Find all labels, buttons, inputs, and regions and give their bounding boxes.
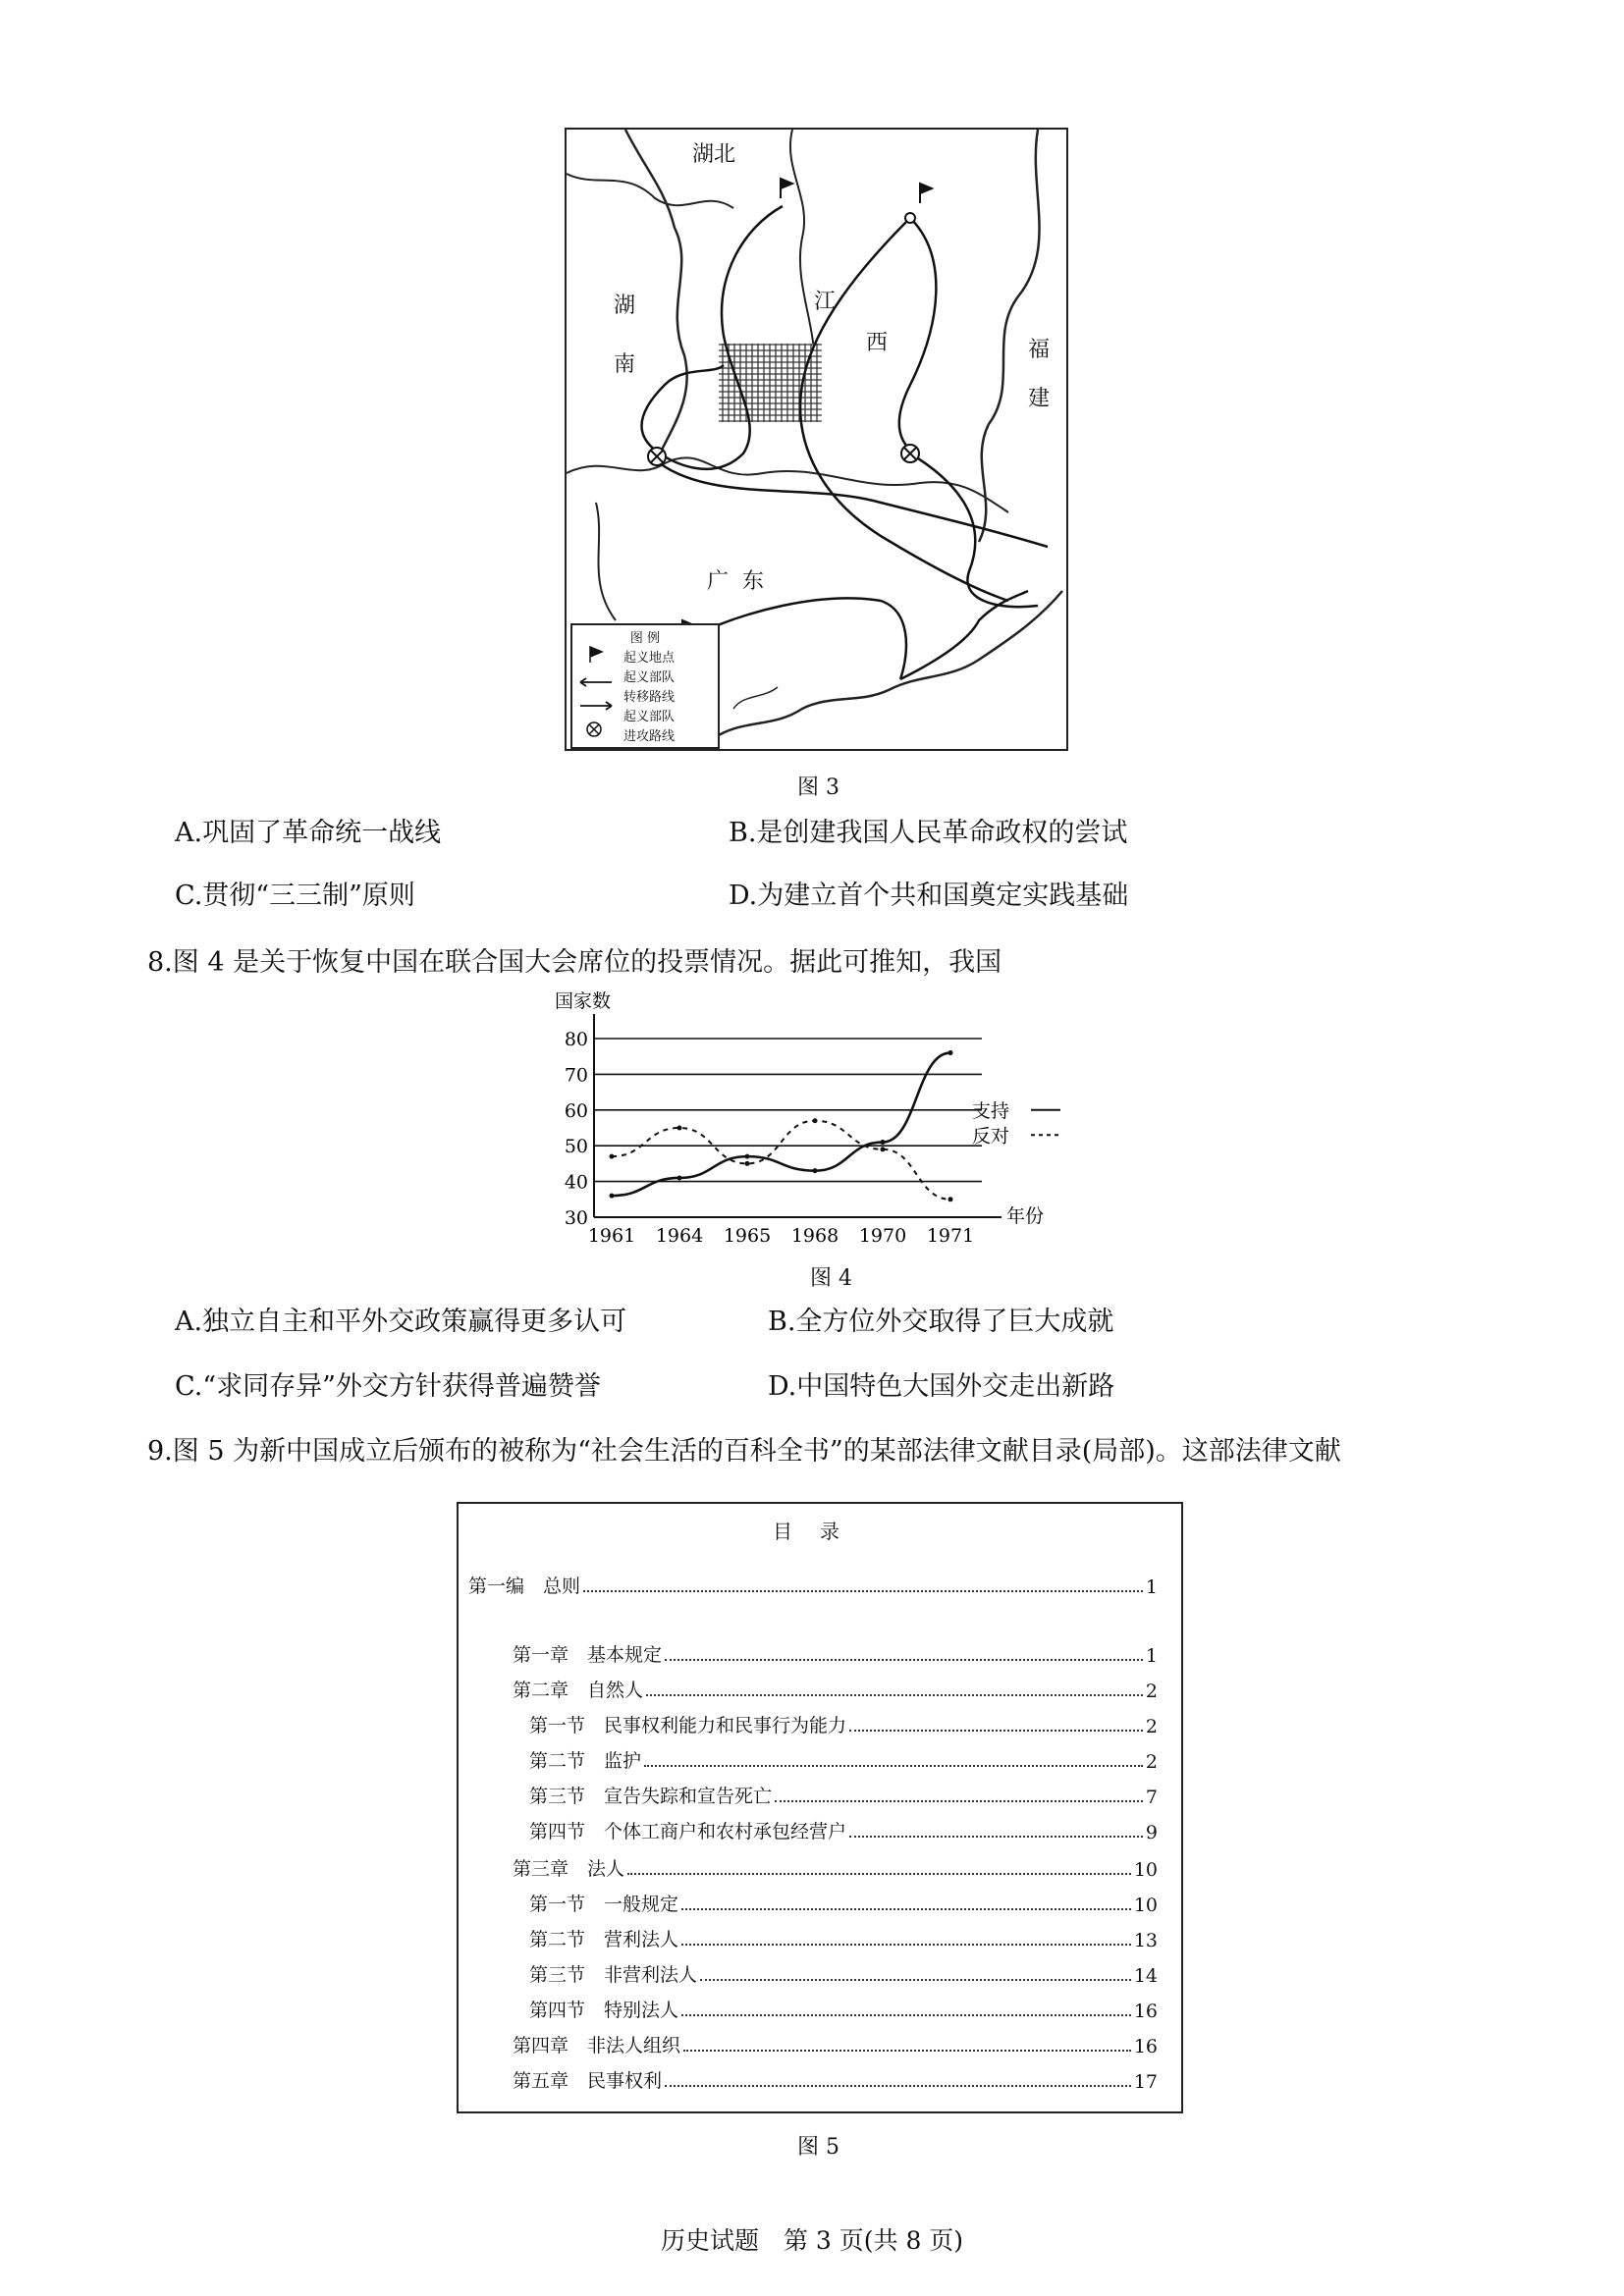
q8-option-d: D.中国特色大国外交走出新路 [768,1371,1115,1402]
legend-label: 支持 [972,1099,1010,1122]
toc-entry-page: 2 [1145,1751,1158,1773]
q9-stem: 9.图 5 为新中国成立后颁布的被称为“社会生活的百科全书”的某部法律文献目录(局部)。这部法律文献 [147,1436,1341,1467]
data-point [813,1118,818,1123]
toc-entry [513,1641,1158,1667]
toc-entry-page: 10 [1133,1859,1158,1881]
y-tick-label: 60 [564,1099,588,1122]
toc-entry-label: 第一节 民事权利能力和民事行为能力 [529,1715,847,1736]
toc-title: 目录 [773,1520,867,1543]
toc-entry-label: 第三节 非营利法人 [529,1964,698,1986]
toc-entry-page: 16 [1133,2001,1158,2022]
toc-leader-dots [627,1873,1131,1875]
toc-entry [529,1783,1158,1808]
figure3-caption: 图 3 [797,775,839,800]
label-hubei: 湖北 [692,142,736,167]
figure3-map [565,128,1068,751]
y-tick-label: 70 [564,1064,588,1087]
data-point [948,1197,953,1201]
toc-entry [529,1961,1158,1987]
label-hunan: 湖 南 [614,294,636,377]
x-tick-label: 1968 [790,1225,839,1247]
legend-item: 起义地点 [623,651,676,666]
legend-item: 起义部队 [623,710,676,724]
toc-entry-label: 第四节 个体工商户和农村承包经营户 [529,1821,847,1842]
figure4-chart [550,991,1100,1256]
y-axis-label: 国家数 [555,991,612,1012]
legend-item: 进攻路线 [623,729,676,744]
toc-entry-page: 2 [1145,1716,1158,1737]
toc-leader-dots [665,2085,1131,2087]
toc-leader-dots [646,1694,1143,1696]
toc-leader-dots [583,1590,1143,1592]
toc-entry-label: 第三节 宣告失踪和宣告死亡 [529,1786,773,1807]
toc-entry [529,1997,1158,2022]
toc-leader-dots [681,2014,1131,2016]
x-tick-label: 1964 [655,1225,704,1247]
data-point [881,1147,886,1151]
data-point [881,1140,886,1145]
q8-stem: 8.图 4 是关于恢复中国在联合国大会席位的投票情况。据此可推知，我国 [147,947,1002,978]
toc-entry [513,2032,1158,2057]
toc-entry-label: 第四节 特别法人 [529,2000,679,2021]
map-legend [570,623,720,749]
toc-entry [529,1712,1158,1737]
figure5-caption: 图 5 [797,2135,839,2160]
toc-entry-label: 第二章 自然人 [513,1680,644,1701]
data-point [610,1154,615,1159]
chart-svg [550,991,1100,1256]
q8-option-c: C.“求同存异”外交方针获得普遍赞誉 [175,1371,601,1402]
toc-leader-dots [775,1800,1143,1802]
toc-leader-dots [683,2050,1131,2052]
figure5-toc [457,1502,1183,2113]
toc-entry-page: 10 [1133,1895,1158,1916]
toc-entry-label: 第三章 法人 [513,1858,625,1880]
q8-option-b: B.全方位外交取得了巨大成就 [768,1307,1114,1337]
x-tick-label: 1970 [858,1225,907,1247]
toc-entry-label: 第一节 一般规定 [529,1894,679,1915]
figure4-caption: 图 4 [810,1266,852,1291]
x-axis-label: 年份 [1006,1205,1045,1227]
legend-label: 反对 [972,1125,1010,1148]
legend-title: 图 例 [629,631,661,646]
data-point [677,1175,682,1180]
q8-option-a: A.独立自主和平外交政策赢得更多认可 [175,1307,627,1337]
data-point [610,1194,615,1199]
toc-entry-page: 16 [1133,2036,1158,2057]
toc-leader-dots [644,1765,1143,1767]
q7-option-b: B.是创建我国人民革命政权的尝试 [729,818,1128,848]
x-tick-label: 1971 [926,1225,975,1247]
toc-leader-dots [849,1730,1143,1732]
y-tick-label: 50 [564,1136,588,1158]
toc-entry-page: 1 [1145,1645,1158,1667]
toc-entry [513,1855,1158,1881]
data-point [948,1050,953,1055]
data-point [745,1161,750,1166]
label-jiang: 江 [814,290,837,314]
toc-entry [529,1747,1158,1773]
toc-entry [529,1818,1158,1843]
data-point [677,1126,682,1131]
toc-entry [513,2067,1158,2093]
x-tick-label: 1961 [587,1225,636,1247]
y-tick-label: 40 [564,1171,588,1194]
legend-item: 起义部队 [623,670,676,685]
y-tick-label: 80 [564,1029,588,1050]
label-fujian: 福 建 [1028,338,1051,411]
toc-leader-dots [665,1659,1143,1661]
toc-entry-label: 第二节 监护 [529,1750,642,1772]
toc-entry-page: 7 [1145,1787,1158,1808]
toc-entry-label: 第一编 总则 [468,1575,581,1597]
toc-entry-label: 第二节 营利法人 [529,1929,679,1950]
toc-leader-dots [681,1908,1131,1910]
q7-option-a: A.巩固了革命统一战线 [175,818,442,848]
toc-leader-dots [849,1836,1143,1838]
x-tick-label: 1965 [723,1225,772,1247]
page-footer: 历史试题 第 3 页(共 8 页) [660,2226,964,2255]
data-point [813,1168,818,1173]
toc-entry-page: 2 [1145,1681,1158,1702]
q7-option-d: D.为建立首个共和国奠定实践基础 [729,881,1129,911]
toc-entry-label: 第四章 非法人组织 [513,2035,681,2056]
toc-entry-page: 17 [1133,2071,1158,2093]
y-tick-label: 30 [564,1207,588,1229]
legend-item: 转移路线 [623,690,676,705]
toc-entry [529,1926,1158,1951]
toc-leader-dots [681,1944,1131,1946]
legend-symbols [572,625,622,747]
toc-entry-page: 13 [1133,1930,1158,1951]
toc-leader-dots [700,1979,1131,1981]
toc-entry [468,1573,1158,1598]
toc-entry-page: 1 [1145,1576,1158,1598]
toc-entry [529,1891,1158,1916]
q7-option-c: C.贯彻“三三制”原则 [175,881,415,911]
label-xi: 西 [866,331,889,355]
toc-entry-page: 9 [1145,1822,1158,1843]
toc-entry-label: 第一章 基本规定 [513,1644,663,1666]
label-guangdong: 广 东 [707,569,764,594]
data-point [745,1154,750,1159]
toc-entry-label: 第五章 民事权利 [513,2070,663,2092]
toc-entry [513,1677,1158,1702]
toc-entry-page: 14 [1133,1965,1158,1987]
